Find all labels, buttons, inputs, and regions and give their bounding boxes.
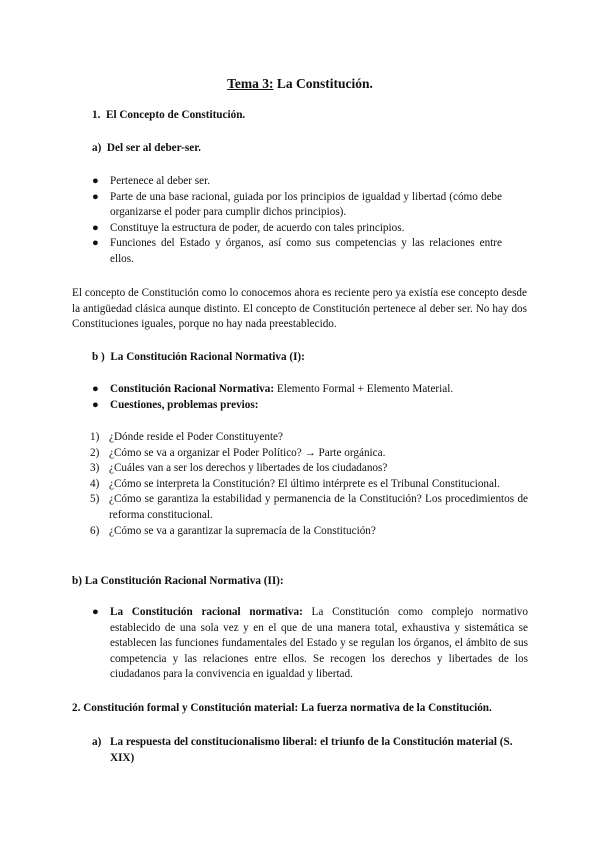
list-item (92, 605, 528, 683)
list-item (92, 221, 502, 237)
subsection-a-letter: a) (92, 142, 102, 154)
list-item-number: 5) (90, 493, 100, 506)
subsection-b1-heading (92, 350, 305, 366)
bullet-icon: ● (92, 175, 99, 187)
bullet-list-a (92, 174, 502, 268)
list-item (92, 174, 502, 190)
subsection-a2-title: La respuesta del constitucionalismo liberal: el triunfo de la Constitución material (S. XIX) (110, 736, 513, 764)
list-item-bold: La Constitución racional normativa: (110, 606, 303, 618)
list-item-text: ¿Cómo se interpreta la Constitución? El último intérprete es el Tribunal Constitucional. (109, 477, 500, 490)
list-item-text: ¿Cómo se va a organizar el Poder Político? → Parte orgánica. (109, 446, 386, 459)
list-item (90, 477, 528, 493)
list-item (90, 492, 528, 523)
subsection-a2-letter: a) (92, 736, 102, 748)
list-item (92, 236, 502, 267)
subsection-b1-letter: b ) (92, 351, 105, 363)
list-item (90, 461, 528, 477)
bullet-list-b2 (92, 605, 528, 683)
list-item-number: 6) (90, 524, 100, 537)
list-item-text: Elemento Formal + Elemento Material. (274, 383, 454, 395)
bullet-icon: ● (92, 221, 99, 234)
subsection-a-title: Del ser al deber-ser. (106, 142, 201, 154)
list-item-number: 3) (90, 462, 100, 475)
bullet-icon: ● (92, 606, 99, 618)
list-item-text: ¿Cómo se garantiza la estabilidad y permanencia de la Constitución? Los procedimientos de reforma constitucional. (109, 493, 528, 521)
list-item-number: 4) (90, 477, 100, 490)
section-2-heading: 2. Constitución formal y Constitución material: La fuerza normativa de la Constitución. (72, 702, 492, 714)
subsection-b2-heading: b) La Constitución Racional Normativa (II): (72, 575, 284, 587)
list-item (90, 430, 528, 446)
list-item (92, 190, 502, 221)
bullet-icon: ● (92, 237, 99, 250)
bullet-icon: ● (92, 190, 99, 203)
title-prefix: Tema 3: (227, 76, 274, 91)
bullet-icon: ● (92, 383, 99, 395)
list-item-text: Funciones del Estado y órganos, así como sus competencias y las relaciones entre ellos. (110, 237, 502, 265)
list-item-text: ¿Cómo se va a garantizar la supremacía de la Constitución? (109, 524, 376, 537)
list-item (92, 398, 512, 414)
list-item (92, 382, 512, 398)
list-item-number: 1) (90, 431, 100, 443)
list-item-text: Constituye la estructura de poder, de acuerdo con tales principios. (110, 221, 405, 234)
subsection-a-heading (92, 141, 201, 157)
list-item (92, 735, 532, 766)
section-1-title: El Concepto de Constitución. (105, 109, 246, 121)
page-title (0, 76, 600, 92)
subsection-a2-heading (92, 735, 532, 766)
list-item-text: Pertenece al deber ser. (110, 175, 211, 187)
paragraph-concepto: El concepto de Constitución como lo conocemos ahora es reciente pero ya existía ese concepto desde la antigüedad clásica aunque distinto. El concepto de Constitución pertenece al deber ser. No hay dos Constituciones iguales, porque no hay nada preestablecido. (72, 287, 527, 331)
title-rest: La Constitución. (273, 76, 373, 91)
bullet-icon: ● (92, 398, 99, 411)
section-1-number: 1. (92, 109, 101, 121)
numbered-question-list (90, 430, 528, 539)
section-1-heading (92, 108, 245, 124)
subsection-b1-title: La Constitución Racional Normativa (I): (110, 351, 305, 363)
list-item (90, 524, 528, 540)
list-item-number: 2) (90, 446, 100, 459)
list-item-text: La Constitución como complejo normativo establecido de una sola vez y en el que de una manera total, exhaustiva y sistemática se establecen las funciones fundamentales del Estado y se regulan los órganos, el ámbito de sus competencia y las relaciones entre ellos. Se recogen los derechos y libertades de los ciudadanos para la convivencia en igualdad y libertad. (110, 606, 528, 681)
list-item-text: Parte de una base racional, guiada por los principios de igualdad y libertad (cómo debe organizarse el poder para cumplir dichos principios). (110, 190, 502, 219)
list-item (90, 446, 528, 462)
list-item-text: ¿Cuáles van a ser los derechos y libertades de los ciudadanos? (109, 462, 388, 475)
list-item-bold: Constitución Racional Normativa: (110, 383, 275, 395)
bullet-list-b1 (92, 382, 512, 413)
list-item-text: ¿Dónde reside el Poder Constituyente? (109, 431, 283, 443)
list-item-bold: Cuestiones, problemas previos: (110, 398, 259, 411)
